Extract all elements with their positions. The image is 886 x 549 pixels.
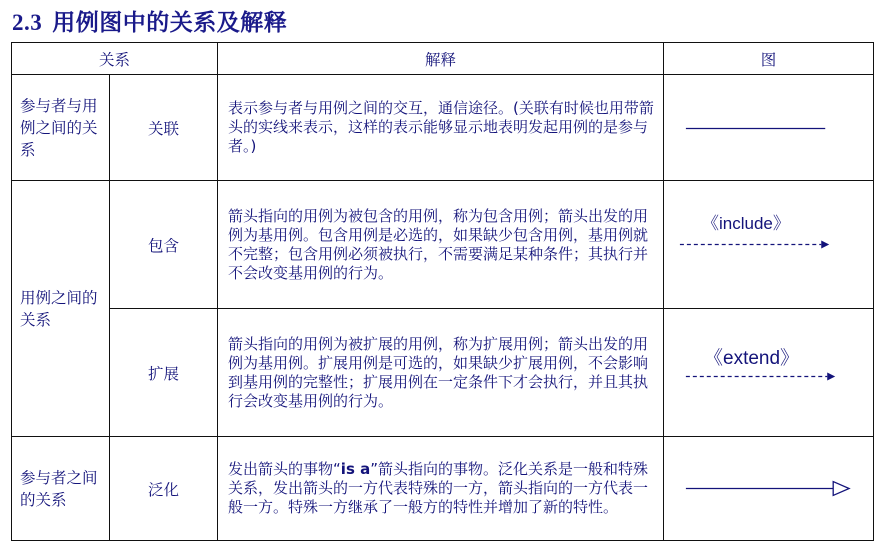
extend-dashed-arrow (664, 309, 873, 436)
figure-association (664, 75, 874, 181)
explanation-generalization (218, 437, 664, 541)
relation-association: 关联 (110, 75, 218, 181)
table-row-association (12, 75, 874, 181)
table-row-generalization (12, 437, 874, 541)
figure-generalization (664, 437, 874, 541)
figure-include (664, 181, 874, 309)
figure-extend (664, 309, 874, 437)
explanation-generalization-is-a: is a (340, 460, 371, 478)
explanation-extend: 箭头指向的用例为被扩展的用例，称为扩展用例；箭头出发的用例为基用例。扩展用例是可选的，如果缺少扩展用例，不会影响到基用例的完整性；扩展用例在一定条件下才会执行，并且其执行会改变基用例的行为。 (218, 309, 664, 437)
relations-table (11, 42, 874, 541)
header-relation: 关系 (12, 43, 218, 75)
association-line (664, 75, 873, 180)
relation-generalization: 泛化 (110, 437, 218, 541)
group-actor-actor: 参与者之间的关系 (12, 437, 110, 541)
explanation-generalization-part1: 发出箭头的事物“ (228, 460, 341, 478)
section-title: 用例图中的关系及解释 (52, 10, 288, 36)
include-dashed-arrow (664, 181, 873, 308)
group-actor-usecase: 参与者与用例之间的关系 (12, 75, 110, 181)
header-row (12, 43, 874, 75)
table-row-extend (12, 309, 874, 437)
header-figure: 图 (664, 43, 874, 75)
explanation-include: 箭头指向的用例为被包含的用例，称为包含用例；箭头出发的用例为基用例。包含用例是必选的，如果缺少包含用例，基用例就不完整；包含用例必须被执行，不需要满足某种条件；其执行并不会改变基用例的行为。 (218, 181, 664, 309)
group-usecase-usecase: 用例之间的关系 (12, 181, 110, 437)
page-title (12, 4, 287, 37)
include-stereotype: 《include》 (702, 214, 790, 233)
explanation-generalization-part2: ”箭头指向的事物。泛化关系是一般和特殊关系，发出箭头的一方代表特殊的一方，箭头指向的一方代表一般一方。特殊一方继承了一般方的特性并增加了新的特性。 (228, 460, 649, 516)
header-explanation: 解释 (218, 43, 664, 75)
explanation-association: 表示参与者与用例之间的交互，通信途径。(关联有时候也用带箭头的实线来表示，这样的表示能够显示地表明发起用例的是参与者。) (218, 75, 664, 181)
table-row-include (12, 181, 874, 309)
generalization-arrow (664, 437, 873, 540)
relation-include: 包含 (110, 181, 218, 309)
section-number: 2.3 (12, 10, 43, 35)
extend-stereotype: 《extend》 (704, 348, 800, 369)
relation-extend: 扩展 (110, 309, 218, 437)
